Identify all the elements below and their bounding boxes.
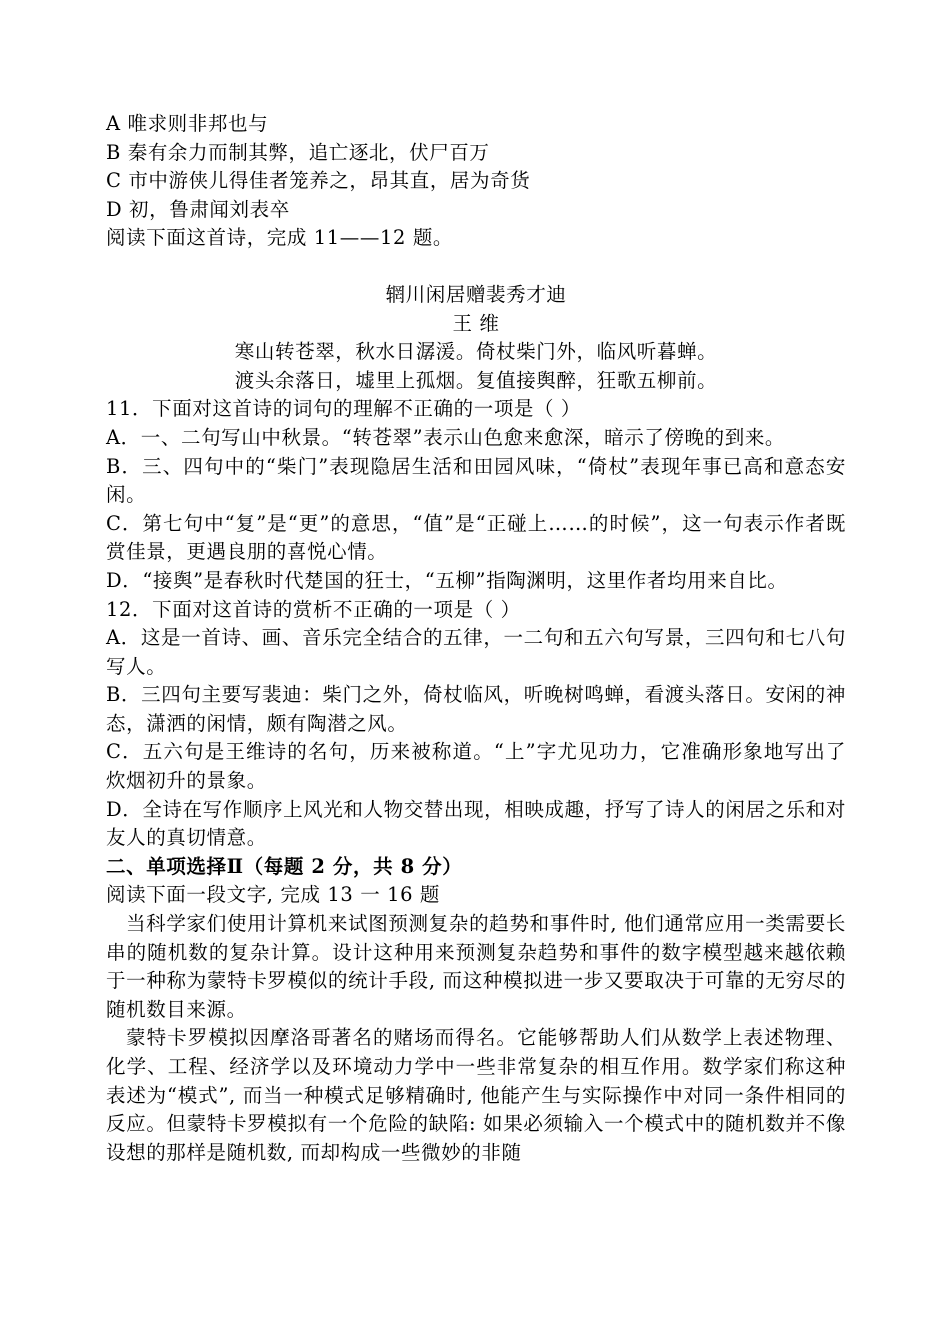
- section-2-heading: 二、单项选择Ⅱ（每题 2 分，共 8 分）: [106, 854, 463, 878]
- poem-line-2: 渡头余落日，墟里上孤烟。复值接舆醉，狂歌五柳前。: [234, 368, 718, 392]
- q12-option-d: D．全诗在写作顺序上风光和人物交替出现，相映成趣，抒写了诗人的闲居之乐和对友人的真切情意。: [106, 797, 846, 850]
- previous-question-options: [106, 110, 846, 224]
- q11-option-c: C．第七句中“复”是“更”的意思，“值”是“正碰上……的时候”，这一句表示作者既赏佳景，更遇良朋的喜悦心情。: [106, 511, 846, 564]
- option-d: D 初，鲁肃闻刘表卒: [106, 197, 290, 221]
- section-2-intro: 阅读下面一段文字, 完成 13 一 16 题: [106, 883, 441, 907]
- passage-paragraph-1: 当科学家们使用计算机来试图预测复杂的趋势和事件时, 他们通常应用一类需要长串的随机数的复杂计算。设计这种用来预测复杂趋势和事件的数字模型越来越依赖于一种称为蒙特卡罗模似的统计手段, 而这种模拟进一步又要取决于可靠的无穷尽的随机数目来源。: [106, 912, 846, 1021]
- poem-title: 辋川闲居赠裴秀才迪: [385, 282, 567, 306]
- spacer: [106, 253, 846, 281]
- poem-line-1: 寒山转苍翠，秋水日潺湲。倚杖柴门外，临风听暮蝉。: [234, 340, 718, 364]
- poem-block: [106, 281, 846, 395]
- q12-option-c: C．五六句是王维诗的名句，历来被称道。“上”字尤见功力，它准确形象地写出了炊烟初升的景象。: [106, 740, 846, 793]
- q11-option-d: D．“接舆”是春秋时代楚国的狂士，“五柳”指陶渊明，这里作者均用来自比。: [106, 568, 788, 592]
- option-a: A 唯求则非邦也与: [106, 112, 269, 135]
- option-c: C 市中游侠儿得佳者笼养之，昂其直，居为奇货: [106, 169, 531, 193]
- question-11: [106, 395, 846, 595]
- q12-option-a: A．这是一首诗、画、音乐完全结合的五律，一二句和五六句写景，三四句和七八句写人。: [106, 626, 846, 678]
- section-2: [106, 853, 846, 1168]
- poem-intro: 阅读下面这首诗，完成 11——12 题。: [106, 226, 454, 250]
- q11-stem: 11．下面对这首诗的词句的理解不正确的一项是（ ）: [106, 397, 582, 421]
- q11-option-b: B．三、四句中的“柴门”表现隐居生活和田园风味，“倚杖”表现年事已高和意态安闲。: [106, 454, 846, 507]
- q12-stem: 12．下面对这首诗的赏析不正确的一项是（ ）: [106, 597, 521, 621]
- q12-option-b: B．三四句主要写裴迪：柴门之外，倚杖临风，听晚树鸣蝉，看渡头落日。安闲的神态，潇洒的闲情，颇有陶潜之风。: [106, 683, 846, 735]
- question-12: [106, 596, 846, 853]
- passage-paragraph-2: 蒙特卡罗模拟因摩洛哥著名的赌场而得名。它能够帮助人们从数学上表述物理、化学、工程、经济学以及环境动力学中一些非常复杂的相互作用。数学家们称这种表述为“模式”, 而当一种模式足够精确时, 他能产生与实际操作中对同一条件相同的反应。但蒙特卡罗模拟有一个危险的缺陷: 如果必须输入一个模式中的随机数并不像设想的那样是随机数, 而却构成一些微妙的非随: [106, 1026, 846, 1164]
- q11-option-a: A．一、二句写山中秋景。“转苍翠”表示山色愈来愈深，暗示了傍晚的到来。: [106, 425, 786, 449]
- poem-author: 王 维: [452, 311, 500, 335]
- option-b: B 秦有余力而制其弊，追亡逐北，伏尸百万: [106, 140, 490, 164]
